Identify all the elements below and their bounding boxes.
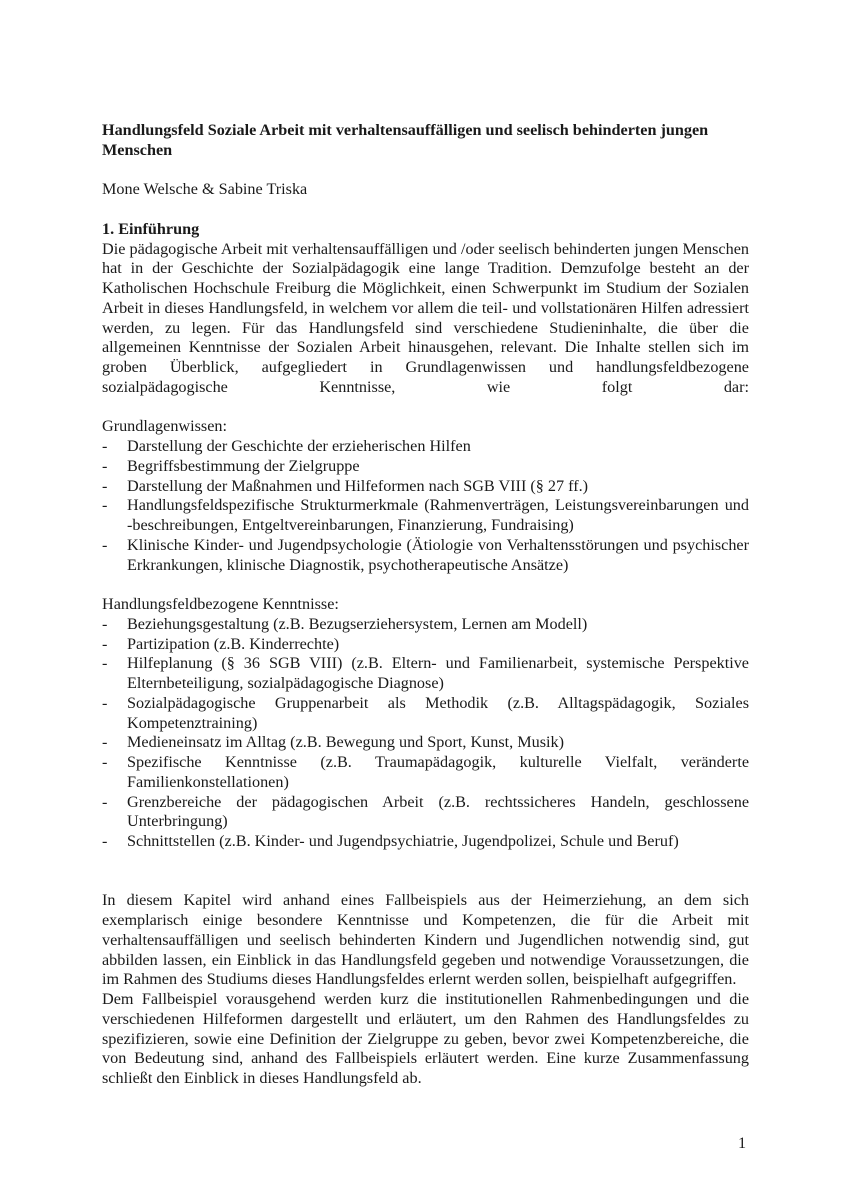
list-dash: - xyxy=(102,733,108,752)
list-dash: - xyxy=(102,693,108,712)
document-title: Handlungsfeld Soziale Arbeit mit verhaltensauffälligen und seelisch behinderten jungen Menschen xyxy=(102,121,709,159)
list-dash: - xyxy=(102,437,108,455)
list-item-text: Beziehungsgestaltung (z.B. Bezugserziehersystem, Lernen am Modell) xyxy=(127,614,588,633)
list-dash: - xyxy=(102,634,108,653)
list-dash: - xyxy=(102,832,108,850)
list-item xyxy=(102,536,749,576)
list-item xyxy=(102,753,749,793)
outline-paragraph: Dem Fallbeispiel vorausgehend werden kurz die institutionellen Rahmenbedingungen und die verschiedenen Hilfeformen dargestellt und erläutert, um den Rahmen des Handlungsfeldes zu spezifizieren, sowie eine Definition der Zielgruppe zu geben, bevor zwei Kompetenzbereiche, die von Bedeutung sind, anhand des Fallbeispiels erläutert werden. Eine kurze Zusammenfassung schließt den Einblick in dieses Handlungsfeld ab. xyxy=(102,990,749,1087)
list-item xyxy=(102,694,749,734)
intro-paragraph: Die pädagogische Arbeit mit verhaltensauffälligen und /oder seelisch behinderten jungen Menschen hat in der Geschichte der Sozialpädagogik eine lange Tradition. Demzufolge besteht an der Katholischen Hochschule Freiburg die Möglichkeit, einen Schwerpunkt im Studium der Sozialen Arbeit in dieses Handlungsfeld, in welchem vor allem die teil- und vollstationären Hilfen adressiert werden, zu legen. Für das Handlungsfeld sind verschiedene Studieninhalte, die über die allgemeinen Kenntnisse der Sozialen Arbeit hinausgehen, relevant. Die Inhalte stellen sich im groben Überblick, aufgegliedert in Grundlagenwissen und handlungsfeldbezogene sozialpädagogische Kenntnisse, wie folgt dar: xyxy=(102,239,749,396)
grundlagen-label: Grundlagenwissen: xyxy=(102,417,227,436)
page-number: 1 xyxy=(738,1134,747,1152)
document-page xyxy=(102,121,749,1089)
list-dash: - xyxy=(102,496,108,515)
list-item-text: Medieneinsatz im Alltag (z.B. Bewegung und Sport, Kunst, Musik) xyxy=(127,733,565,752)
list-dash: - xyxy=(102,753,108,771)
list-item-text: Sozialpädagogische Gruppenarbeit als Methodik (z.B. Alltagspädagogik, Soziales Kompetenztraining) xyxy=(127,693,749,732)
list-dash: - xyxy=(102,654,108,673)
chapter-paragraph: In diesem Kapitel wird anhand eines Fallbeispiels aus der Heimerziehung, an dem sich exemplarisch einige besondere Kenntnisse und Kompetenzen, die für die Arbeit mit verhaltensauffälligen und seelisch behinderten Kindern und Jugendlichen notwendig sind, gut abbilden lassen, ein Einblick in das Handlungsfeld gegeben und notwendige Voraussetzungen, die im Rahmen des Studiums dieses Handlungsfeldes erlernt werden sollen, beispielhaft aufgegriffen. xyxy=(102,891,749,989)
list-item xyxy=(102,437,749,457)
handlungsfeld-label: Handlungsfeldbezogene Kenntnisse: xyxy=(102,595,339,613)
list-item-text: Darstellung der Maßnahmen und Hilfeformen nach SGB VIII (§ 27 ff.) xyxy=(127,476,589,495)
handlungsfeld-list xyxy=(102,615,749,852)
list-item xyxy=(102,793,749,833)
list-item-text: Partizipation (z.B. Kinderrechte) xyxy=(127,634,340,653)
list-dash: - xyxy=(102,614,108,633)
list-item-text: Spezifische Kenntnisse (z.B. Traumapädagogik, kulturelle Vielfalt, veränderte Familienkonstellationen) xyxy=(127,753,749,791)
authors: Mone Welsche & Sabine Triska xyxy=(102,180,308,199)
list-item-text: Handlungsfeldspezifische Strukturmerkmale (Rahmenverträgen, Leistungsvereinbarungen und -beschreibungen, Entgeltvereinbarungen, Finanzierung, Fundraising) xyxy=(127,496,749,534)
list-item-text: Hilfeplanung (§ 36 SGB VIII) (z.B. Eltern- und Familienarbeit, systemische Perspektive Elternbeteiligung, sozialpädagogische Diagnose) xyxy=(127,654,749,692)
list-item xyxy=(102,496,749,536)
list-item-text: Klinische Kinder- und Jugendpsychologie (Ätiologie von Verhaltensstörungen und psychischer Erkrankungen, klinische Diagnostik, psychotherapeutische Ansätze) xyxy=(127,535,749,574)
grundlagen-list xyxy=(102,437,749,575)
list-item xyxy=(102,615,749,635)
list-item xyxy=(102,733,749,753)
list-dash: - xyxy=(102,535,108,554)
list-item-text: Darstellung der Geschichte der erzieherischen Hilfen xyxy=(127,437,471,455)
list-item xyxy=(102,477,749,497)
list-item-text: Grenzbereiche der pädagogischen Arbeit (z.B. rechtssicheres Handeln, geschlossene Unterbringung) xyxy=(127,792,749,831)
list-item xyxy=(102,635,749,655)
list-item xyxy=(102,457,749,477)
section-heading-introduction: 1. Einführung xyxy=(102,219,200,238)
list-dash: - xyxy=(102,456,108,475)
list-dash: - xyxy=(102,476,108,495)
list-item-text: Begriffsbestimmung der Zielgruppe xyxy=(127,456,360,475)
list-item-text: Schnittstellen (z.B. Kinder- und Jugendpsychiatrie, Jugendpolizei, Schule und Beruf) xyxy=(127,832,679,850)
list-dash: - xyxy=(102,792,108,811)
list-item xyxy=(102,654,749,694)
list-item xyxy=(102,832,749,852)
